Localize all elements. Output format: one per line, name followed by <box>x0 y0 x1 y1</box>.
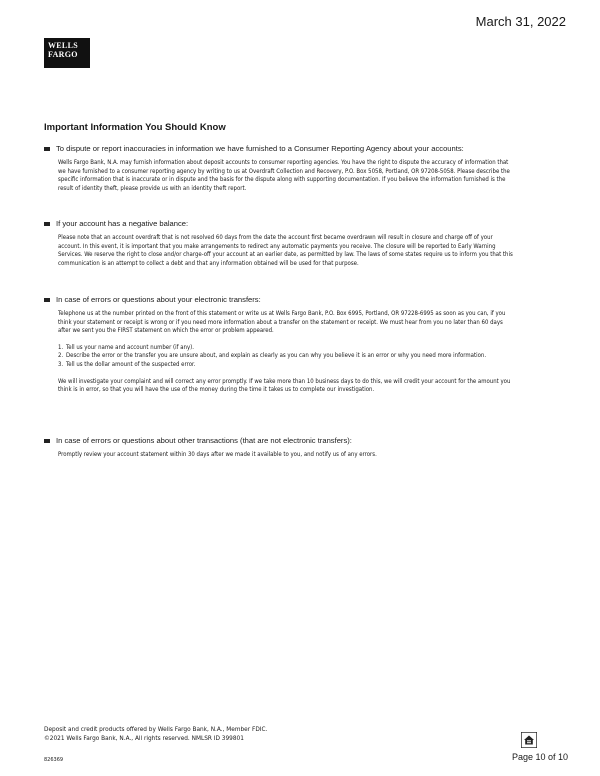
section-paragraph: Wells Fargo Bank, N.A. may furnish information about deposit accounts to consumer reporting agencies. You have the right to dispute the accuracy of information that we have furnished to a consumer reporting agency by writing to us at Overdraft Collection and Recovery, P.O. Box 5058, Portland, OR 97208-5058. Please describe the specific information that is inaccurate or in dispute and the basis for the dispute along with supporting documentation. If you believe the information furnished is the result of identity theft, please provide us with an identity theft report. <box>58 159 510 192</box>
wells-fargo-logo <box>44 38 90 68</box>
bullet-icon <box>44 222 50 226</box>
section-title: In case of errors or questions about other transactions (that are not electronic transfers): <box>56 436 352 445</box>
list-item <box>58 344 514 353</box>
section-electronic-transfers <box>44 295 514 403</box>
bullet-icon <box>44 298 50 302</box>
logo-line-2: FARGO <box>48 50 78 59</box>
steps-list <box>58 344 514 370</box>
list-text: Describe the error or the transfer you are unsure about, and explain as clearly as you can why you believe it is an error or why you need more information. <box>66 352 487 360</box>
form-code: 826369 <box>44 757 64 763</box>
section-other-transactions <box>44 436 514 468</box>
section-consumer-reporting <box>44 144 514 201</box>
statement-date: March 31, 2022 <box>475 14 566 29</box>
bullet-icon <box>44 439 50 443</box>
list-item <box>58 352 514 361</box>
list-text: Tell us your name and account number (if any). <box>66 343 194 351</box>
footer-line-1: Deposit and credit products offered by Wells Fargo Bank, N.A., Member FDIC. <box>44 727 268 733</box>
section-paragraph: Please note that an account overdraft that is not resolved 60 days from the date the account first became overdrawn will result in closure and charge off of your account. In this event, it is important that you make arrangements to redirect any automatic payments you receive. The closure will be reported to Early Warning Services. We reserve the right to close and/or charge-off your account at an earlier date, as permitted by law. The laws of some states require us to inform you that this communication is an attempt to collect a debt and that any information obtained will be used for that purpose. <box>58 234 513 267</box>
section-title: To dispute or report inaccuracies in information we have furnished to a Consumer Reporting Agency about your accounts: <box>56 144 464 153</box>
list-item <box>58 361 514 370</box>
section-paragraph: Promptly review your account statement within 30 days after we made it available to you, and notify us of any errors. <box>58 451 377 458</box>
page-number: Page 10 of 10 <box>511 752 568 762</box>
footer-disclosure <box>44 726 267 744</box>
footer-line-2: ©2021 Wells Fargo Bank, N.A., All rights reserved. NMLSR ID 399801 <box>44 736 244 742</box>
list-number: 3. <box>58 360 64 368</box>
equal-housing-lender-icon <box>521 732 537 748</box>
logo-line-1: WELLS <box>48 41 78 50</box>
list-number: 1. <box>58 343 64 351</box>
section-title: If your account has a negative balance: <box>56 219 189 228</box>
section-title: In case of errors or questions about your electronic transfers: <box>56 295 261 304</box>
bullet-icon <box>44 147 50 151</box>
list-text: Tell us the dollar amount of the suspected error. <box>66 360 196 368</box>
section-negative-balance <box>44 219 514 276</box>
section-intro: Telephone us at the number printed on the front of this statement or write us at Wells Fargo Bank, P.O. Box 6995, Portland, OR 97228-6995 as soon as you can, if you think your statement or receipt is wrong or if you need more information about a transfer on the statement or receipt. We must hear from you no later than 60 days after we sent you the FIRST statement on which the error or problem appeared. <box>58 310 506 335</box>
section-outro: We will investigate your complaint and will correct any error promptly. If we take more than 10 business days to do this, we will credit your account for the amount you think is in error, so that you will have the use of the money during the time it takes us to complete our investigation. <box>58 377 511 394</box>
list-number: 2. <box>58 352 64 360</box>
page-heading: Important Information You Should Know <box>44 122 226 133</box>
